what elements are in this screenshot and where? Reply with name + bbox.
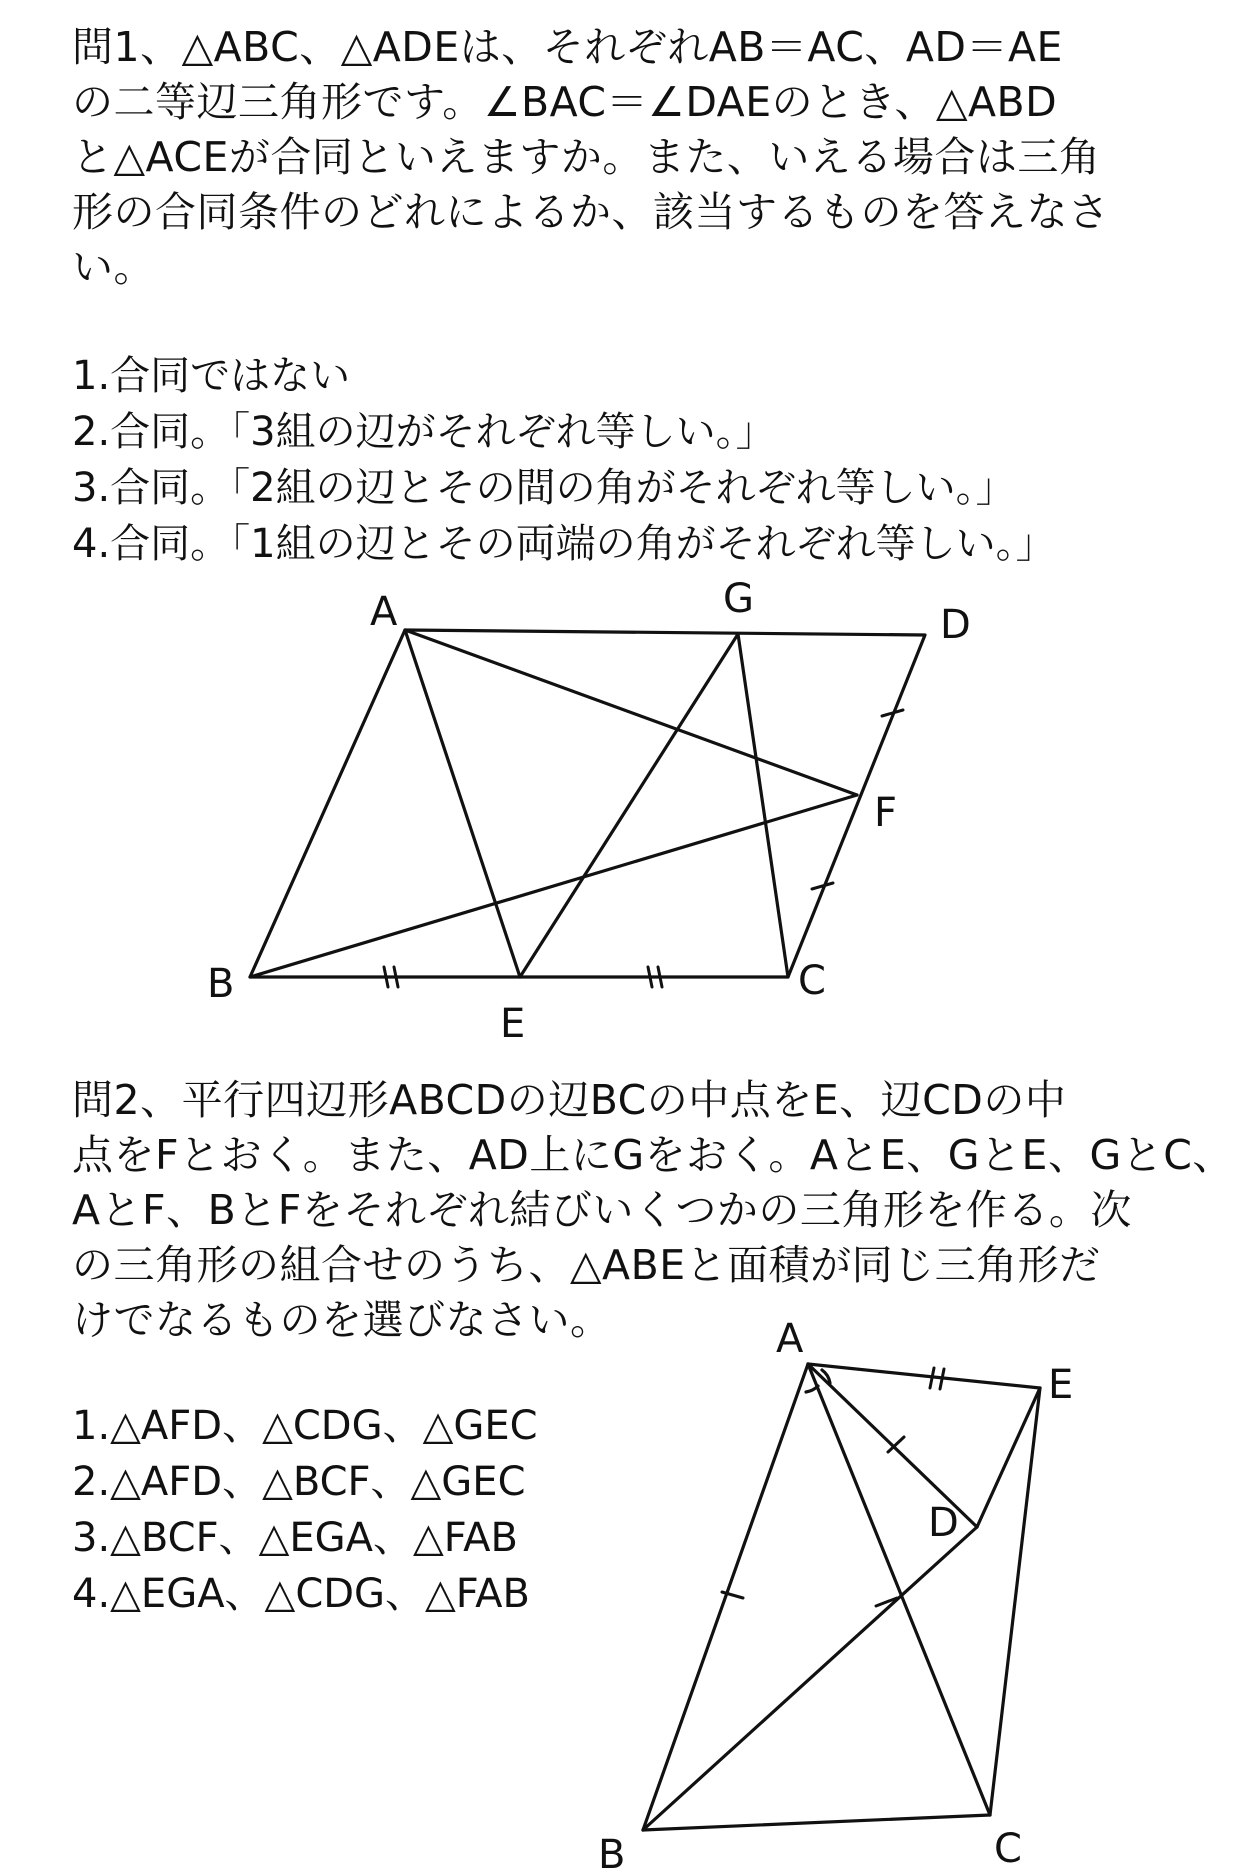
label-c: C [994,1826,1022,1872]
label-b: B [207,961,235,1007]
segment-gc [738,634,788,977]
question2-line: 点をFとおく。また、AD上にGをおく。AとE、GとE、GとC、 [72,1131,1234,1179]
question2-line: の三角形の組合せのうち、△ABEと面積が同じ三角形だ [72,1241,1101,1289]
question2-option-3[interactable]: 3.△BCF、△EGA、△FAB [72,1515,518,1561]
label-e: E [500,1001,526,1047]
question2-line: AとF、BとFをそれぞれ結びいくつかの三角形を作る。次 [72,1186,1132,1234]
question1-option-4[interactable]: 4.合同。「1組の辺とその両端の角がそれぞれ等しい。」 [72,521,1056,567]
segment-bc [643,1815,990,1830]
segment-ac [808,1364,990,1815]
angle-mark-bac [806,1386,818,1392]
segment-af [405,630,857,795]
tick-mark [648,967,652,987]
question1-option-2[interactable]: 2.合同。「3組の辺がそれぞれ等しい。」 [72,409,776,455]
question1-line: い。 [72,243,155,291]
question2-line: けでなるものを選びなさい。 [72,1296,612,1344]
label-a: A [776,1316,804,1362]
question2-option-4[interactable]: 4.△EGA、△CDG、△FAB [72,1571,530,1617]
label-b: B [598,1832,626,1875]
tick-mark [394,967,398,987]
question1-line: 形の合同条件のどれによるか、該当するものを答えなさ [72,188,1110,236]
question1-line: 問1、△ABC、△ADEは、それぞれAB＝AC、AD＝AE [72,23,1063,71]
segment-ec [990,1388,1040,1815]
segment-ab [643,1364,808,1830]
question1-option-1[interactable]: 1.合同ではない [72,353,351,399]
question2-option-2[interactable]: 2.△AFD、△BCF、△GEC [72,1459,526,1505]
tick-mark [658,967,662,987]
label-d: D [940,602,971,648]
label-c: C [798,958,826,1004]
tick-mark [384,967,388,987]
question1-line: と△ACEが合同といえますか。また、いえる場合は三角 [72,133,1101,181]
question2-line: 問2、平行四辺形ABCDの辺BCの中点をE、辺CDの中 [72,1076,1067,1124]
tick-mark [940,1369,944,1389]
label-e: E [1048,1362,1074,1408]
segment-bd [643,1527,977,1830]
parallelogram-figure [207,576,971,1047]
tick-mark [930,1368,934,1388]
label-d: D [928,1500,959,1546]
isosceles-triangles-figure [598,1316,1073,1875]
label-a: A [370,589,398,635]
question1-option-3[interactable]: 3.合同。「2組の辺とその間の角がそれぞれ等しい。」 [72,465,1016,511]
segment-ae [808,1364,1040,1388]
label-g: G [723,576,754,622]
question2-option-1[interactable]: 1.△AFD、△CDG、△GEC [72,1403,538,1449]
question1-line: の二等辺三角形です。∠BAC＝∠DAEのとき、△ABD [72,78,1058,126]
label-f: F [874,790,898,836]
